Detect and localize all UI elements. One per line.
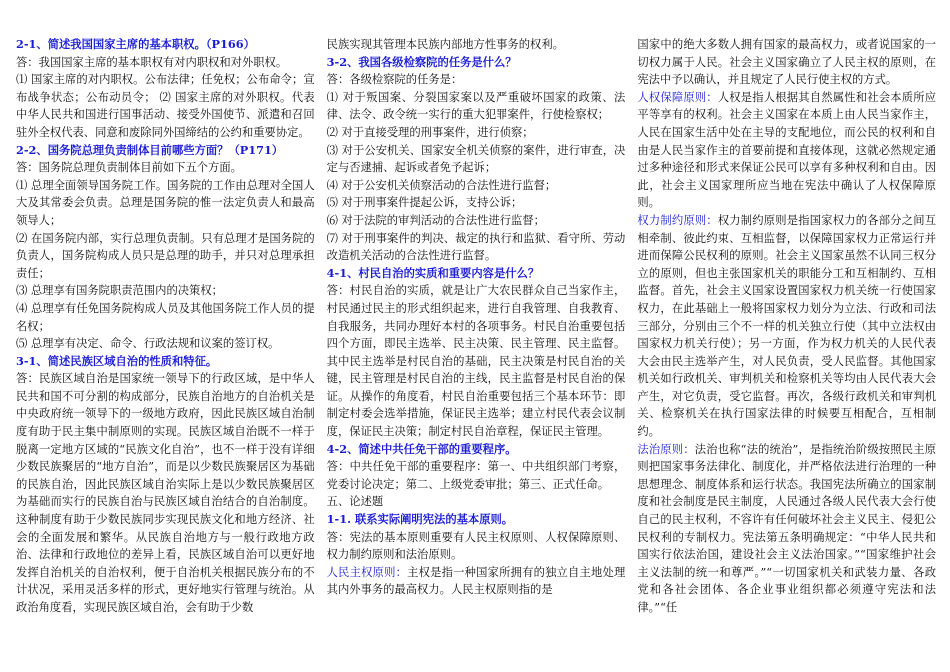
question-heading: 2-1、简述我国国家主席的基本职权。（P166） bbox=[16, 37, 255, 51]
body-paragraph: 国家中的绝大多数人拥有国家的最高权力，或者说国家的一切权力属于人民。社会主义国家确立了人民主权的原则，在宪法中予以确认，并且规定了人民行使主权的方式。 bbox=[637, 38, 937, 87]
body-paragraph: ⑴ 国家主席的对内职权。公布法律；任免权；公布命令；宣布战争状态；公布动员令； ⑵ 国家主席的对外职权。代表中华人民共和国进行国事活动、接受外国使节、派遣和召回驻外全权代表、同意和废除同外国缔结的公约和重要协定。 bbox=[16, 73, 315, 139]
body-paragraph: ⑸ 对于刑事案件提起公诉，支持公诉； bbox=[326, 196, 523, 210]
principle-name: 法治原则： bbox=[637, 442, 695, 456]
question-heading: 3-2、我国各级检察院的任务是什么？ bbox=[326, 54, 517, 69]
body-paragraph: ⑸ 总理享有决定、命令、行政法规和议案的签订权。 bbox=[16, 337, 280, 351]
question-heading: 4-2、简述中共任免干部的重要程序。 bbox=[326, 441, 517, 456]
body-paragraph: ⑴ 对于叛国案、分裂国家案以及严重破坏国家的政策、法律、法令、政令统一实行的重大犯罪案件，行使检察权； bbox=[326, 90, 626, 122]
principle-text: 人权是指人根据其自然属性和社会本质所应平等享有的权利。社会主义国家在本质上由人民当家作主，人民在国家生活中处在主导的支配地位，而公民的权利和自由是人民当家作主的首要前提和直接体现，这就必然规定通过多种途径和形式来保证公民可以享有多种权利和自由。因此，社会主义国家理所应当地在宪法中确认了人权保障原则。 bbox=[637, 90, 937, 210]
question-heading: 2-2、国务院总理负责制体目前哪些方面？（P171） bbox=[16, 142, 284, 157]
body-paragraph: ⑴ 总理全面领导国务院工作。国务院的工作由总理对全国人大及其常委会负责。总理是国务院的惟一法定负责人和最高领导人； bbox=[16, 178, 315, 227]
body-paragraph: ⑷ 对于公安机关侦察活动的合法性进行监督； bbox=[326, 178, 557, 192]
body-paragraph: ⑶ 对于公安机关、国家安全机关侦察的案件，进行审查，决定与否逮捕、起诉或者免予起诉； bbox=[326, 143, 626, 175]
body-paragraph: ⑶ 总理享有国务院职责范围内的决策权； bbox=[16, 284, 223, 298]
body-paragraph: 答：中共任免干部的重要程序：第一、中共组织部门考察，党委讨论决定；第二、上级党委审批；第三、正式任命。 bbox=[326, 460, 626, 491]
principle-paragraph bbox=[327, 564, 626, 599]
principle-text: 法治也称“法的统治”，是指统治阶级按照民主原则把国家事务法律化、制度化，并严格依法进行治理的一种思想理念、制度体系和运行状态。我国宪法所确立的国家制度和社会制度是民主制度，人民通过各级人民代表大会行使自己的民主权利，不容许有任何破坏社会主义民主、侵犯公民权利的专制权力。宪法第五条明确规定：“中华人民共和国实行依法治国，建设社会主义法治国家。”“国家维护社会主义法制的统一和尊严。”“一切国家机关和武装力量、各政党和各社会团体、各企业事业组织都必须遵守宪法和法律。”“任 bbox=[637, 442, 937, 614]
body-paragraph: 答：村民自治的实质，就是让广大农民群众自己当家作主，村民通过民主的形式组织起来，进行自我管理、自我教育、自我服务，共同办理好本村的各项事务。村民自治重要包括四个方面，即民主选举、民主决策、民主管理、民主监督。其中民主选举是村民自治的基础，民主决策是村民自治的关键，民主管理是村民自治的主线，民主监督是村民自治的保证。从操作的角度看，村民自治重要包括三个基本环节：即制定村委会选举措施，保证民主选举；建立村民代表会议制度，保证民主决策；制定村民自治章程，保证民主管理。 bbox=[326, 284, 626, 439]
principle-text: 权力制约原则是指国家权力的各部分之间互相牵制、彼此约束、互相监督，以保障国家权力正常运行并进而保障公民权利的原则。社会主义国家虽然不认同三权分立的原则，但也主张国家机关的职能分工和互相制约、互相监督。首先，社会主义国家设置国家权力机关统一行使国家权力，在此基础上一般将国家权力划分为立法、行政和司法三部分，分别由三个不一样的机关独立行使（其中立法权由国家权力机关行使）；另一方面，作为权力机关的人民代表大会由民主选举产生，对人民负责，受人民监督。其他国家机关如行政机关、审判机关和检察机关等均由人民代表大会产生，对它负责，受它监督。再次，各级行政机关和审判机关、检察机关在执行国家法律的时候要互相配合，互相制约。 bbox=[637, 213, 937, 439]
body-paragraph: ⑹ 对于法院的审判活动的合法性进行监督； bbox=[326, 213, 545, 227]
body-paragraph: 五、论述题 bbox=[326, 495, 384, 509]
column-right bbox=[637, 36, 936, 672]
body-paragraph: 答：我国国家主席的基本职权有对内职权和对外职权。 bbox=[16, 55, 288, 69]
column-left bbox=[16, 36, 315, 672]
principle-paragraph bbox=[637, 441, 936, 617]
principle-name: 人权保障原则： bbox=[637, 90, 718, 104]
principle-paragraph bbox=[637, 89, 936, 212]
body-paragraph: 答：各级检察院的任务是： bbox=[326, 73, 463, 87]
body-paragraph: 答：民族区域自治是国家统一领导下的行政区域，是中华人民共和国不可分割的构成部分，民族自治地方的自治机关是中央政府统一领导下的一级地方政府，因此民族区域自治制度有助于民主集中制原则的实现。民族区域自治既不一样于脱离一定地方区域的“民族文化自治”，也不一样于没有详细少数民族聚居的“地方自治”，而是以少数民族聚居区为基础的民族自治，因此民族区域自治实际上是以少数民族聚居区为基础而实行的民族自治与民族区域自治结合的自治制度。这种制度有助于少数民族同步实现民族文化和地方经济、社会的全面发展和繁华。从民族自治地方与一般行政地方政治、法律和行政地位的差异上看，民族区域自治可以更好地发挥自治机关的自治权利，便于自治机关根据民族分布的不计状况，采用灵活多样的形式，更好地实行管理与统治。从政治角度看，实现民族区域自治，会有助于少数 bbox=[16, 372, 315, 614]
body-paragraph: ⑵ 对于直接受理的刑事案件，进行侦察； bbox=[326, 125, 534, 139]
question-heading: 4-1、村民自治的实质和重要内容是什么？ bbox=[326, 265, 540, 280]
principle-text: 主权是指一种国家所拥有的独立自主地处理其内外事务的最高权力。人民主权原则指的是 bbox=[326, 565, 626, 597]
column-middle bbox=[327, 36, 626, 672]
principle-name: 权力制约原则： bbox=[637, 213, 718, 227]
body-paragraph: ⑺ 对于刑事案件的判决、裁定的执行和监狱、看守所、劳动改造机关活动的合法性进行监督。 bbox=[326, 231, 626, 263]
body-paragraph: ⑷ 总理享有任免国务院构成人员及其他国务院工作人员的提名权； bbox=[16, 301, 315, 333]
principle-name: 人民主权原则： bbox=[326, 565, 408, 579]
body-paragraph: 民族实现其管理本民族内部地方性事务的权利。 bbox=[326, 38, 564, 51]
question-heading: 3-1、简述民族区域自治的性质和特征。 bbox=[16, 353, 218, 368]
body-paragraph: ⑵ 在国务院内部，实行总理负责制。只有总理才是国务院的负责人，国务院构成人员只是总理的助手，并只对总理承担责任； bbox=[16, 231, 315, 280]
question-heading: 1-1. 联系实际阐明宪法的基本原则。 bbox=[326, 512, 514, 527]
body-paragraph: 答：宪法的基本原则重要有人民主权原则、人权保障原则、权力制约原则和法治原则。 bbox=[326, 530, 626, 562]
body-paragraph: 答：国务院总理负责制体目前如下五个方面。 bbox=[16, 161, 242, 175]
principle-paragraph bbox=[637, 212, 936, 441]
